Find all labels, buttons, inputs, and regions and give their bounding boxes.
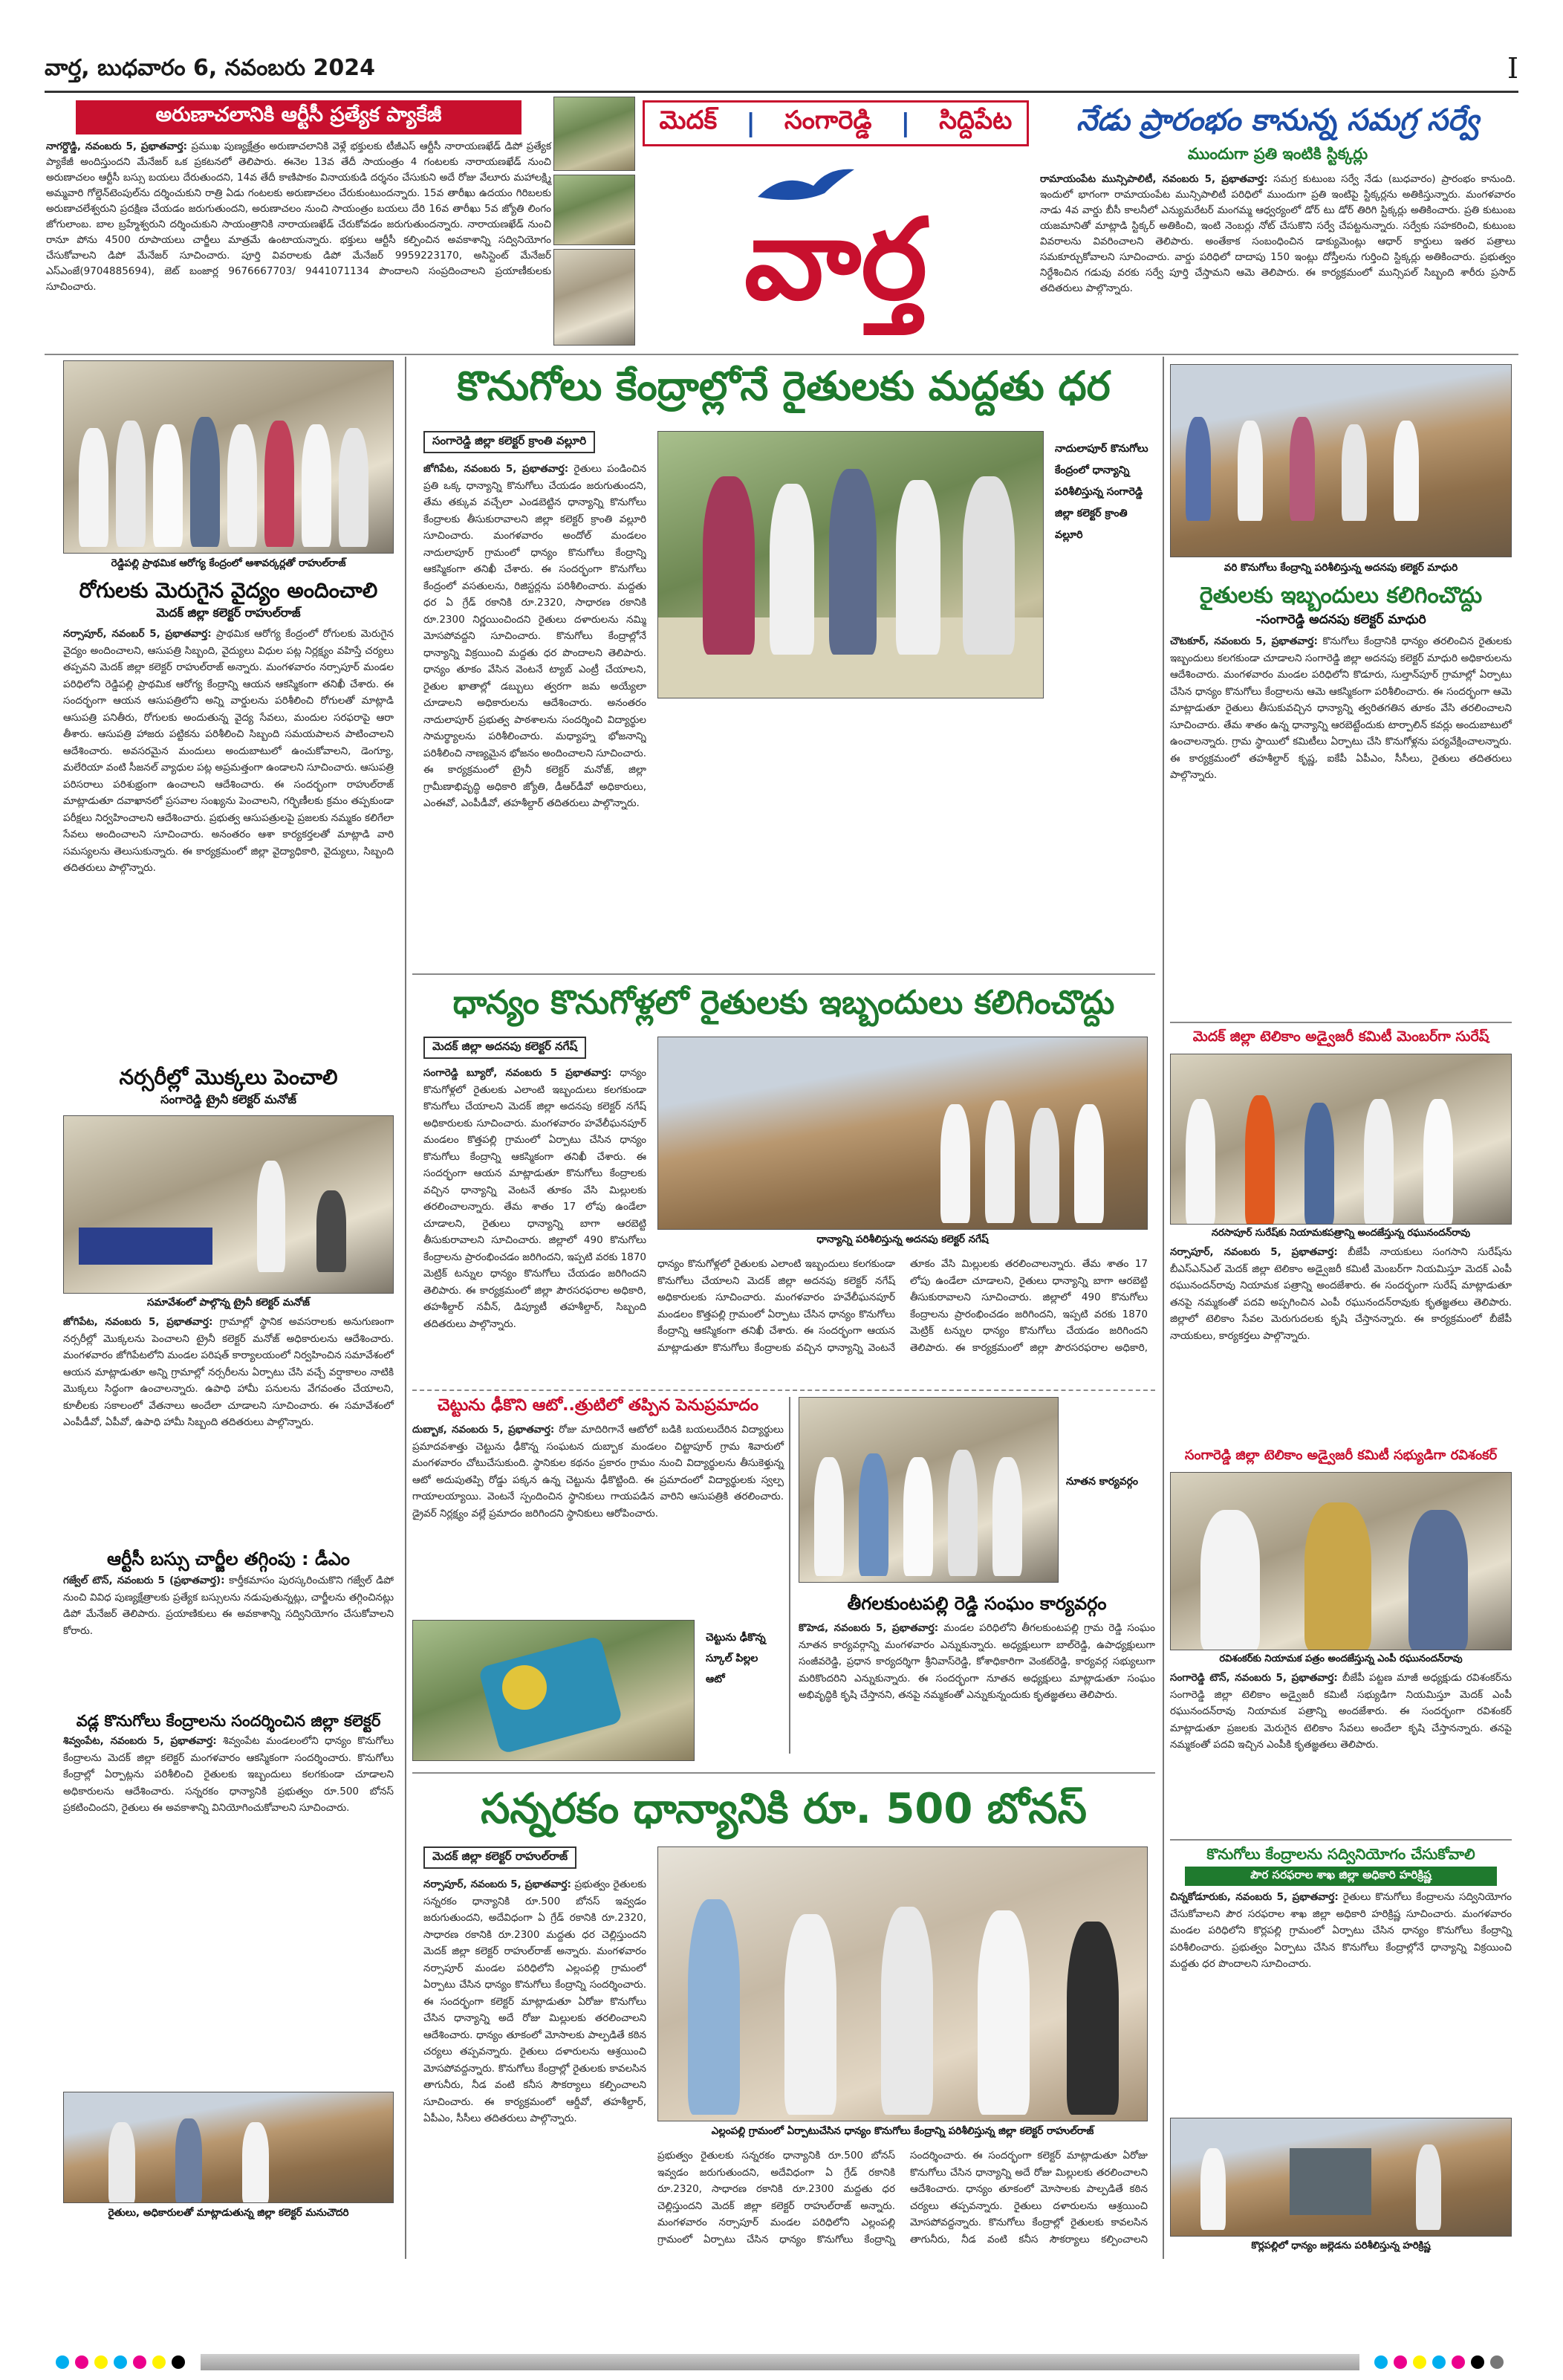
story-rtc-headline: అరుణాచలానికి ఆర్టీసీ ప్రత్యేక ప్యాకేజీ [76, 100, 521, 134]
masthead [553, 97, 1029, 349]
story-reddy [799, 1397, 1155, 1761]
story-collector-visit-body: శివ్వంపేట మండలంలోని ధాన్యం కొనుగోలు కేంద్రాలను మెదక్ జిల్లా కలెక్టర్ మంగళవారం ఆకస్మికంగా సందర్శించారు. కొనుగోలు కేంద్రాల్లో ఏర్పాట్లను పరిశీలించి రైతులకు ఇబ్బందులు కలగకుండా చూడాలని అధికారులను ఆదేశించారు. సన్నరకం ధాన్యానికి ప్రభుత్వం రూ.500 బోనస్ ప్రకటించిందని, రైతులు ఈ అవకాశాన్ని వినియోగించుకోవాలని సూచించారు. [63, 1735, 394, 1814]
story-suresh-dateline: నర్సాపూర్, నవంబరు 5, ప్రభాతవార్త: [1170, 1246, 1338, 1258]
right-column-divider [1163, 357, 1164, 2259]
story-trainee-headline: నర్సరీల్లో మొక్కలు పెంచాలి [119, 1065, 338, 1089]
story-trainee [63, 1063, 394, 1538]
main-story-photo [657, 431, 1044, 698]
center-rule-1 [412, 973, 1155, 975]
story-grain-dateline: సంగారెడ్డి బ్యూరో, నవంబరు 5 ప్రభాతవార్త: [423, 1067, 612, 1079]
story-centers [1170, 1843, 1512, 2266]
story-reddy-body: మండల పరిధిలోని తీగలకుంటపల్లి గ్రామ రెడ్డి సంఘం నూతన కార్యవర్గాన్ని మంగళవారం ఎన్నుకున్నారు. అధ్యక్షులుగా బాల్‌రెడ్డి, ఉపాధ్యక్షులుగా సంజీవరెడ్డి, ప్రధాన కార్యదర్శిగా శ్రీనివాస్‌రెడ్డి, కోశాధికారిగా వెంకట్‌రెడ్డి, కార్యవర్గ సభ్యులుగా మరికొందరిని ఎన్నుకున్నారు. ఈ సందర్భంగా నూతన అధ్యక్షులు మాట్లాడుతూ సంఘం అభివృద్ధికి కృషి చేస్తానని, తనపై నమ్మకంతో ఎన్నుకున్నందుకు కృతజ్ఞతలు తెలిపారు. [799, 1622, 1156, 1701]
story-grain [412, 977, 1155, 1364]
reddy-photo-label: నూతన కార్యవర్గం [1066, 1476, 1138, 1488]
main-story-body: రైతులు పండించిన ప్రతి ఒక్క ధాన్యాన్ని కొనుగోలు చేయడం జరుగుతుందని, తేమ తక్కువ వచ్చేలా ఎండబెట్టిన ధాన్యాన్ని కొనుగోలు కేంద్రాలకు తీసుకురావాలని జిల్లా కలెక్టర్ క్రాంతి వల్లూరి సూచించారు. మంగళవారం అందోల్ మండలం నాదులాపూర్ గ్రామంలో ధాన్యం కొనుగోలు కేంద్రాన్ని ఆకస్మికంగా తనిఖీ చేశారు. ఈ సందర్భంగా కొనుగోలు కేంద్రంలో వసతులను, రిజిస్టర్లను పరిశీలించారు. మద్దతు ధర ఏ గ్రేడ్ రకానికి రూ.2320, సాధారణ రకానికి రూ.2300 నిర్ణయించిందని రైతులు దళారులను నమ్మి మోసపోవద్దని సూచించారు. కొనుగోలు కేంద్రాల్లోనే ధాన్యాన్ని విక్రయించి మద్దతు ధర పొందాలని తెలిపారు. ధాన్యం తూకం వేసిన వెంటనే ట్యాబ్ ఎంట్రీ చేయాలని, రైతుల ఖాతాల్లో డబ్బులు త్వరగా జమ అయ్యేలా చూడాలని అధికారులను ఆదేశించారు. అనంతరం నాదులాపూర్ ప్రభుత్వ పాఠశాలను సందర్శించి విద్యార్థుల సామర్థ్యాలను పరిశీలించారు. మధ్యాహ్న భోజనాన్ని పరిశీలించి నాణ్యమైన భోజనం అందించాలని సూచించారు. ఈ కార్యక్రమంలో ట్రైనీ కలెక్టర్ మనోజ్, జిల్లా గ్రామీణాభివృద్ధి అధికారి జ్యోతి, డీఆర్‌డీవో అధికారులు, ఎంఈవో, ఎంపీడీవో, తహశీల్దార్ తదితరులు పాల్గొన్నారు. [423, 463, 646, 809]
story-ravi-body: బీజేపీ పట్టణ మాజీ అధ్యక్షుడు రవిశంకర్‌ను సంగారెడ్డి జిల్లా టెలికాం అడ్వైజరీ కమిటీ సభ్యుడిగా నియమిస్తూ మెదక్ ఎంపీ రఘునందన్‌రావు నియామక పత్రాన్ని అందజేశారు. ఈ సందర్భంగా రవిశంకర్ మాట్లాడుతూ ప్రజలకు మెరుగైన టెలికాం సేవలు అందేలా కృషి చేస్తానన్నారు. తనపై నమ్మకంతో పదవి ఇచ్చిన ఎంపీకి కృతజ్ఞతలు తెలిపారు. [1170, 1672, 1512, 1751]
story-bonus-body: ప్రభుత్వం రైతులకు సన్నరకం ధాన్యానికి రూ.500 బోనస్ ఇవ్వడం జరుగుతుందని, అదేవిధంగా ఏ గ్రేడ్ రకానికి రూ.2320, సాధారణ రకానికి రూ.2300 మద్దతు ధర చెల్లిస్తుందని మెదక్ జిల్లా కలెక్టర్ రాహుల్‌రాజ్ అన్నారు. మంగళవారం నర్సాపూర్ మండల పరిధిలోని ఎల్లంపల్లి గ్రామంలో ఏర్పాటు చేసిన ధాన్యం కొనుగోలు కేంద్రాన్ని సందర్శించారు. ఈ సందర్భంగా కలెక్టర్ మాట్లాడుతూ ఏరోజు కొనుగోలు చేసిన ధాన్యాన్ని అదే రోజు మిల్లులకు తరలించాలని ఆదేశించారు. ధాన్యం తూకంలో మోసాలకు పాల్పడితే కఠిన చర్యలు తప్పవన్నారు. రైతులు దళారులను ఆశ్రయించి మోసపోవద్దన్నారు. కొనుగోలు కేంద్రాల్లో రైతులకు కావలసిన తాగునీరు, నీడ వంటి కనీస సౌకర్యాలు కల్పించాలని సూచించారు. ఈ కార్యక్రమంలో ఆర్డీవో, తహశీల్దార్, ఏపీఎం, సీసీలు తదితరులు పాల్గొన్నారు. [423, 1878, 646, 2124]
story-trainee-subhead: సంగారెడ్డి ట్రైనీ కలెక్టర్ మనోజ్ [160, 1092, 296, 1106]
ravi-photo [1170, 1472, 1512, 1650]
main-story [412, 357, 1155, 1029]
story-farmers-headline: రైతులకు ఇబ్బందులు కలిగించొద్దు [1199, 583, 1483, 609]
story-bonus [412, 1776, 1155, 2266]
suresh-photo [1170, 1054, 1512, 1225]
story-farmers-body: కొనుగోలు కేంద్రానికి ధాన్యం తరలించిన రైతులకు ఇబ్బందులు కలగకుండా చూడాలని సంగారెడ్డి జిల్లా అదనపు కలెక్టర్ మాధురి అధికారులను ఆదేశించారు. మంగళవారం మండల పరిధిలోని కొడూరు, సుల్తాన్‌పూర్ గ్రామాల్లో ఏర్పాటు చేసిన ధాన్యం కొనుగోలు కేంద్రాలను ఆమె ఆకస్మికంగా పరిశీలించారు. ఈ సందర్భంగా ఆమె మాట్లాడుతూ రైతులు తీసుకువచ్చిన ధాన్యాన్ని త్వరితగతిన తూకం వేసి తరలించాలని సూచించారు. తేమ శాతం ఉన్న ధాన్యాన్ని ఆరబెట్టేందుకు టార్పాలిన్ కవర్లు అందుబాటులో ఉంచాలన్నారు. గ్రామ స్థాయిలో కమిటీలు ఏర్పాటు చేసి కొనుగోళ్లను పర్యవేక్షించాలన్నారు. ఈ కార్యక్రమంలో తహశీల్దార్ కృష్ణ, ఐకేపీ ఏపీఎం, సీసీలు, రైతులు తదితరులు పాల్గొన్నారు. [1170, 635, 1512, 781]
story-rtc [46, 100, 551, 346]
trainee-meeting-photo [63, 1115, 394, 1294]
story-survey-body: సమగ్ర కుటుంబ సర్వే నేడు (బుధవారం) ప్రారంభం కానుంది. ఇందులో భాగంగా రామాయంపేట మున్సిపాలిటీ పరిధిలో ముందుగా ప్రతి ఇంటిపై స్టిక్కర్లను అతికిస్తున్నారు. మంగళవారం నాడు 4వ వార్డు బీసీ కాలనీలో ఎన్యుమరేటర్ మంగమ్మ ఆధ్వర్యంలో డోర్ టు డోర్ తిరిగి స్టిక్కర్లు అతికించారు. ప్రతి కుటుంబ యజమానితో మాట్లాడి స్టిక్కర్ అతికించి, ఇంటి నెంబర్లు నోట్ చేసుకొని సర్వే చేపట్టనున్నారు. సర్వేకు సహకరించి, కుటుంబ వివరాలను వివరించాలని తెలిపారు. అంతేకాక సంబంధించిన డాక్యుమెంట్లు ఆధార్ కార్డులు ఇతర పత్రాలు సమకూర్చుకోవాలని సూచించారు. వార్డు పరిధిలో దాదాపు 150 ఇంట్లు దోస్తీలను గుర్తించి స్టిక్కర్లు అతికించారు. ప్రభుత్వం నిర్దేశించిన గడువు వరకు సర్వే పూర్తి చేస్తామని ఆమె తెలిపారు. ఈ కార్యక్రమంలో మున్సిపల్ సిబ్బంది శారీరు ప్రసాద్ తదితరులు పాల్గొన్నారు. [1040, 173, 1515, 294]
print-color-dots-left [56, 2355, 191, 2372]
story-bonus-headline: సన్నరకం ధాన్యానికి రూ. 500 బోనస్ [481, 1785, 1087, 1833]
masthead-rule [45, 354, 1518, 355]
story-ravi [1170, 1445, 1512, 1839]
story-bus [63, 1546, 394, 1702]
story-accident-headline: చెట్టును ఢీకొని ఆటో..త్రుటిలో తప్పిన పెనుప్రమాదం [437, 1396, 759, 1415]
story-bonus-photo-caption: ఎల్లంపల్లి గ్రామంలో ఏర్పాటుచేసిన ధాన్యం కొనుగోలు కేంద్రాన్ని పరిశీలిస్తున్న జిల్లా కలెక్టర్ రాహుల్‌రాజ్ [711, 2125, 1094, 2137]
story-collector-visit-dateline: శివ్వంపేట, నవంబరు 5, ప్రభాతవార్త: [63, 1735, 217, 1747]
story-health-dateline: నర్సాపూర్, నవంబర్ 5, ప్రభాతవార్త: [63, 628, 212, 640]
story-centers-body: రైతులు కొనుగోలు కేంద్రాలను సద్వినియోగం చేసుకోవాలని పౌర సరఫరాల శాఖ జిల్లా అధికారి హరిక్రిష్ణ సూచించారు. మంగళవారం మండల పరిధిలోని కొర్లపల్లి గ్రామంలో ఏర్పాటు చేసిన ధాన్యం కొనుగోలు కేంద్రాన్ని పరిశీలించారు. ప్రభుత్వం ఏర్పాటు చేసిన కొనుగోలు కేంద్రాల్లోనే ధాన్యాన్ని విక్రయించి మద్దతు ధర పొందాలని సూచించారు. [1170, 1891, 1512, 1970]
story-centers-subhead: పౌర సరఫరాల శాఖ జిల్లా అధికారి హరిక్రిష్ణ [1185, 1867, 1497, 1886]
story-collector-visit-headline: వడ్ల కొనుగోలు కేంద్రాలను సందర్శించిన జిల్లా కలెక్టర్ [76, 1712, 381, 1730]
story-health [63, 576, 394, 1037]
right-rule-2 [1170, 1839, 1512, 1841]
story-accident-dateline: దుబ్బాక, నవంబరు 5, ప్రభాతవార్త: [412, 1424, 555, 1436]
page-number: I [1507, 52, 1518, 85]
story-rtc-dateline: నాగర్దొడ్డి, నవంబరు 5, ప్రభాతవార్త: [46, 140, 188, 152]
reddy-group-photo [799, 1397, 1059, 1583]
main-story-photo-label: నాదులాపూర్ కొనుగోలు కేంద్రంలో ధాన్యాన్ని పరిశీలిస్తున్న సంగారెడ్డి జిల్లా కలెక్టర్ క్రాంతి వల్లూరి [1055, 443, 1148, 541]
right-rule-1 [1170, 1022, 1512, 1023]
story-grain-headline: ధాన్యం కొనుగోళ్లలో రైతులకు ఇబ్బందులు కలిగించొద్దు [452, 984, 1115, 1022]
story-suresh-headline: మెదక్ జిల్లా టెలికాం అడ్వైజరీ కమిటీ మెంబర్‌గా సురేష్ [1192, 1028, 1489, 1045]
ravi-photo-caption: రవిశంకర్‌కు నియామక పత్రం అందజేస్తున్న ఎంపీ రఘునందన్‌రావు [1219, 1653, 1463, 1664]
story-grain-photo-caption: ధాన్యాన్ని పరిశీలిస్తున్న అదనపు కలెక్టర్ నగేష్ [816, 1233, 989, 1245]
story-bonus-byline: మెదక్ జిల్లా కలెక్టర్ రాహుల్‌రాజ్ [423, 1846, 576, 1869]
masthead-logo [643, 156, 1029, 342]
main-story-byline: సంగారెడ్డి జిల్లా కలెక్టర్ క్రాంతి వల్లూరి [423, 431, 595, 453]
accident-photo-label: చెట్టును ఢీకొన్న స్కూల్ పిల్లల ఆటో [706, 1632, 766, 1685]
story-collector-visit [63, 1709, 394, 2229]
story-bonus-photo [657, 1846, 1148, 2121]
district-medak: మెదక్ [659, 106, 718, 135]
story-rtc-body: ప్రముఖ పుణ్యక్షేత్రం అరుణాచలానికి వెళ్లే భక్తులకు టీజీఎస్ ఆర్టీసీ నారాయణఖేడ్ డిపో ప్రత్యేక ప్యాకేజీ అందిస్తుందని మేనేజర్ ఒక ప్రకటనలో తెలిపారు. ఈనెల 13వ తేదీ సాయంత్రం 4 గంటలకు నారాయణఖేడ్ నుంచి అరుణాచలం ఆర్టీసీ బస్సు బయలు దేరుతుందని, 14వ తేదీ కాణిపాకం వినాయకుడి దర్శనం చేసుకుని అదే రోజు వేలూరు మహాలక్ష్మి అమ్మవారి గోల్డెన్‌టెంపుల్‌ను దర్శించుకుని రాత్రి ఏడు గంటలకు అరుణాచలం చేరుకుంటుందన్నారు. 15వ తారీఖు ఉదయం గిరిబలకు అరుణాచలేశ్వరుని ప్రదక్షిణ చేయడం జరుగుతుందని, అరుణాచలం నుంచి సాయంత్రం బయలు దేరి 16వ తారీఖు 5వ జ్యోతి లింగం జోగులాంబ. బాల బ్రహ్మేశ్వరుని దర్శించుకుని సాయంత్రానికి నారాయణఖేడ్ చేరుకోవడం జరుగుతుందన్నారు. నారాయణఖేడ్ నుంచి రానూ పోను 4500 రూపాయలు చార్జీలు మాత్రమే ఉంటాయన్నారు. భక్తులు ఆర్టీసీ కల్పించిన అవకాశాన్ని సద్వినియోగం చేసుకోవాలని డిపో మేనేజర్ సూచించారు. పూర్తి వివరాలకు డిపో మేనేజర్ 9959223170, అసిస్టెంట్ మేనేజర్ ఎస్ఎంజే(9704885694), జెట్‌ బంజార్ల 9676667703/ 9441071134 పొందాలని సంప్రదించాలని ప్రయాణీకులకు సూచించారు. [46, 140, 552, 293]
story-ravi-dateline: సంగారెడ్డి టౌన్, నవంబరు 5, ప్రభాతవార్త: [1170, 1672, 1338, 1684]
collector-visit-photo [63, 2092, 394, 2203]
story-bus-body: కార్తీకమాసం పురస్కరించుకొని గజ్వేల్ డిపో నుంచి వివిధ పుణ్యక్షేత్రాలకు ప్రత్యేక బస్సులను నడుపుతున్నట్లు, చార్జీలను తగ్గించినట్లు డిపో మేనేజర్ తెలిపారు. ప్రయాణికులు ఈ అవకాశాన్ని సద్వినియోగం చేసుకోవాలని కోరారు. [63, 1575, 394, 1637]
print-register-bar [201, 2354, 1359, 2370]
trainee-photo-caption: సమావేశంలో పాల్గొన్న ట్రైనీ కలెక్టర్ మనోజ్ [147, 1297, 310, 1309]
masthead-district-bar: మెదక్ | సంగారెడ్డి | సిద్దిపేట [643, 100, 1029, 146]
story-grain-body: ధాన్యం కొనుగోళ్లలో రైతులకు ఎలాంటి ఇబ్బందులు కలగకుండా కొనుగోలు చేయాలని మెదక్ జిల్లా అదనపు కలెక్టర్ నగేష్ అధికారులకు సూచించారు. మంగళవారం హవేలీఘనపూర్ మండలం కొత్తపల్లి గ్రామంలో ఏర్పాటు చేసిన ధాన్యం కొనుగోలు కేంద్రాన్ని ఆకస్మికంగా తనిఖీ చేశారు. ఈ సందర్భంగా ఆయన మాట్లాడుతూ కొనుగోలు కేంద్రాలకు వచ్చిన ధాన్యాన్ని వెంటనే తూకం వేసి మిల్లులకు తరలించాలన్నారు. తేమ శాతం 17 లోపు ఉండేలా చూడాలని, రైతులు ధాన్యాన్ని బాగా ఆరబెట్టి తీసుకురావాలని సూచించారు. జిల్లాలో 490 కొనుగోలు కేంద్రాలను ప్రారంభించడం జరిగిందని, ఇప్పటి వరకు 1870 మెట్రిక్ టన్నుల ధాన్యం కొనుగోలు చేయడం జరిగిందని తెలిపారు. ఈ కార్యక్రమంలో జిల్లా పౌరసరఫరాల అధికారి, తహశీల్దార్ నవీన్, డిప్యూటీ తహశీల్దార్, సిబ్బంది తదితరులు పాల్గొన్నారు. [423, 1067, 646, 1330]
story-survey-subhead: ముందుగా ప్రతి ఇంటికి స్టిక్కర్లు [1187, 145, 1368, 163]
masthead-photo-temple [553, 97, 635, 171]
story-bus-headline: ఆర్టీసీ బస్సు చార్జీల తగ్గింపు : డీఎం [107, 1549, 350, 1569]
story-farmers-dateline: చౌటకూర్, నవంబరు 5, ప్రభాతవార్త: [1170, 635, 1318, 647]
story-bonus-continued: ప్రభుత్వం రైతులకు సన్నరకం ధాన్యానికి రూ.500 బోనస్ ఇవ్వడం జరుగుతుందని, అదేవిధంగా ఏ గ్రేడ్ రకానికి రూ.2320, సాధారణ రకానికి రూ.2300 మద్దతు ధర చెల్లిస్తుందని మెదక్ జిల్లా కలెక్టర్ రాహుల్‌రాజ్ అన్నారు. మంగళవారం నర్సాపూర్ మండల పరిధిలోని ఎల్లంపల్లి గ్రామంలో ఏర్పాటు చేసిన ధాన్యం కొనుగోలు కేంద్రాన్ని సందర్శించారు. ఈ సందర్భంగా కలెక్టర్ మాట్లాడుతూ ఏరోజు కొనుగోలు చేసిన ధాన్యాన్ని అదే రోజు మిల్లులకు తరలించాలని ఆదేశించారు. ధాన్యం తూకంలో మోసాలకు పాల్పడితే కఠిన చర్యలు తప్పవన్నారు. రైతులు దళారులను ఆశ్రయించి మోసపోవద్దన్నారు. కొనుగోలు కేంద్రాల్లో రైతులకు కావలసిన తాగునీరు, నీడ వంటి కనీస సౌకర్యాలు కల్పించాలని [657, 2150, 1148, 2246]
story-centers-dateline: చిన్నకోడూరుకు, నవంబరు 5, ప్రభాతవార్త: [1170, 1891, 1339, 1903]
story-health-body: ప్రాథమిక ఆరోగ్య కేంద్రంలో రోగులకు మెరుగైన వైద్యం అందించాలని, ఆసుపత్రి సిబ్బంది, వైద్యులు విధుల పట్ల నిర్లక్ష్యం వహిస్తే చర్యలు తప్పవని మెదక్ జిల్లా కలెక్టర్ రాహుల్‌రాజ్ అన్నారు. మంగళవారం నర్సాపూర్ మండల పరిధిలోని రెడ్డిపల్లి ప్రాథమిక ఆరోగ్య కేంద్రాన్ని ఆయన ఆకస్మికంగా తనిఖీ చేశారు. ఈ సందర్భంగా ఆయన ఆసుపత్రిలోని అన్ని వార్డులను పరిశీలించి రోగులతో మాట్లాడి ఆసుపత్రి పనితీరు, రోగులకు అందుతున్న వైద్య సేవలు, మందుల సరఫరాపై ఆరా తీశారు. ఆసుపత్రి హాజరు పట్టికను పరిశీలించి సిబ్బంది సమయపాలన పాటించాలని ఆదేశించారు. అవసరమైన మందులు అందుబాటులో ఉంచుకోవాలని, డెంగ్యూ, మలేరియా వంటి సీజనల్ వ్యాధుల పట్ల అప్రమత్తంగా ఉండాలని సూచించారు. ఆసుపత్రి పరిసరాలు పరిశుభ్రంగా ఉంచాలని ఆదేశించారు. ఈ సందర్భంగా రాహుల్‌రాజ్ మాట్లాడుతూ దవాఖానలో ప్రసవాల సంఖ్యను పెంచాలని, గర్భిణీలకు క్రమం తప్పకుండా పరీక్షలు నిర్వహించాలని ఆదేశించారు. ప్రభుత్వ ఆసుపత్రులపై ప్రజలకు నమ్మకం కలిగేలా సేవలు అందించాలని సూచించారు. అనంతరం ఆశా కార్యకర్తలతో మాట్లాడి వారి సమస్యలను తెలుసుకున్నారు. ఈ కార్యక్రమంలో జిల్లా వైద్యాధికారి, వైద్యులు, సిబ్బంది తదితరులు పాల్గొన్నారు. [63, 628, 394, 874]
header-rule [45, 91, 1518, 93]
masthead-photo-tower [553, 249, 635, 346]
center-rule-2 [412, 1390, 1155, 1391]
print-color-dots-right [1374, 2355, 1510, 2372]
left-photo-health-caption: రెడ్డిపల్లి ప్రాథమిక ఆరోగ్య కేంద్రంలో ఆశావర్కర్లతో రాహుల్‌రాజ్ [111, 557, 346, 569]
story-grain-photo [657, 1037, 1148, 1230]
main-story-dateline: జోగిపేట, నవంబరు 5, ప్రభాతవార్త: [423, 463, 569, 475]
accident-photo [412, 1620, 695, 1761]
story-reddy-headline: తీగలకుంటపల్లి రెడ్డి సంఘం కార్యవర్గం [847, 1593, 1107, 1614]
story-trainee-body: గ్రామాల్లో స్థానిక అవసరాలకు అనుగుణంగా నర్సరీల్లో మొక్కలను పెంచాలని ట్రైనీ కలెక్టర్ మనోజ్ అధికారులను ఆదేశించారు. మంగళవారం జోగిపేటలోని మండల పరిషత్ కార్యాలయంలో నిర్వహించిన సమావేశంలో ఆయన మాట్లాడుతూ అన్ని గ్రామాల్లో నర్సరీలను ఏర్పాటు చేసి వచ్చే వర్షాకాలం నాటికి మొక్కలు సిద్ధంగా ఉంచాలన్నారు. ఉపాధి హామీ పనులను వేగవంతం చేయాలని, కూలీలకు సకాలంలో వేతనాలు అందేలా చూడాలని సూచించారు. ఈ సమావేశంలో ఎంపీడీవో, ఏపీవో, ఉపాధి హామీ సిబ్బంది తదితరులు పాల్గొన్నారు. [63, 1316, 394, 1428]
story-ravi-headline: సంగారెడ్డి జిల్లా టెలికాం అడ్వైజరీ కమిటీ సభ్యుడిగా రవిశంకర్ [1184, 1447, 1498, 1463]
story-trainee-dateline: జోగిపేట, నవంబరు 5, ప్రభాతవార్త: [63, 1316, 213, 1328]
header-dateline: వార్త, బుధవారం 6, నవంబరు 2024 [45, 55, 375, 81]
story-suresh-body: బీజేపీ నాయకులు సంగసాని సురేష్‌ను బీఎస్ఎన్ఎల్ మెదక్ జిల్లా టెలికాం అడ్వైజరీ కమిటీ మెంబర్‌గా నియమిస్తూ మెదక్ ఎంపీ రఘునందన్‌రావు నియామక పత్రాన్ని అందజేశారు. ఈ సందర్భంగా సురేష్ మాట్లాడుతూ తనపై నమ్మకంతో పదవి అప్పగించిన ఎంపీ రఘునందన్‌రావుకు కృతజ్ఞతలు తెలిపారు. జిల్లాలో టెలికాం సేవల మెరుగుదలకు కృషి చేస్తానన్నారు. ఈ కార్యక్రమంలో బీజేపీ నాయకులు, కార్యకర్తలు పాల్గొన్నారు. [1170, 1246, 1512, 1342]
story-reddy-dateline: కొహెడ, నవంబరు 5, ప్రభాతవార్త: [799, 1622, 939, 1634]
story-farmers [1170, 580, 1512, 1055]
story-suresh [1170, 1025, 1512, 1442]
left-column-divider [405, 357, 406, 2259]
story-survey [1040, 100, 1515, 346]
story-grain-continued: ధాన్యం కొనుగోళ్లలో రైతులకు ఎలాంటి ఇబ్బందులు కలగకుండా కొనుగోలు చేయాలని మెదక్ జిల్లా అదనపు కలెక్టర్ నగేష్ అధికారులకు సూచించారు. మంగళవారం హవేలీఘనపూర్ మండలం కొత్తపల్లి గ్రామంలో ఏర్పాటు చేసిన ధాన్యం కొనుగోలు కేంద్రాన్ని ఆకస్మికంగా తనిఖీ చేశారు. ఈ సందర్భంగా ఆయన మాట్లాడుతూ కొనుగోలు కేంద్రాలకు వచ్చిన ధాన్యాన్ని వెంటనే తూకం వేసి మిల్లులకు తరలించాలన్నారు. తేమ శాతం 17 లోపు ఉండేలా చూడాలని, రైతులు ధాన్యాన్ని బాగా ఆరబెట్టి తీసుకురావాలని సూచించారు. జిల్లాలో 490 కొనుగోలు కేంద్రాలను ప్రారంభించడం జరిగిందని, ఇప్పటి వరకు 1870 మెట్రిక్ టన్నుల ధాన్యం కొనుగోలు చేయడం జరిగిందని తెలిపారు. ఈ కార్యక్రమంలో జిల్లా పౌరసరఫరాల అధికారి, [657, 1258, 1148, 1354]
story-bus-dateline: గజ్వేల్ టౌన్, నవంబరు 5 (ప్రభాతవార్త): [63, 1575, 225, 1586]
main-story-headline: కొనుగోలు కేంద్రాల్లోనే రైతులకు మద్దతు ధర [457, 363, 1111, 409]
right-photo-paddy-caption: వరి కొనుగోలు కేంద్రాన్ని పరిశీలిస్తున్న అదనపు కలెక్టర్ మాధురి [1224, 562, 1458, 574]
center-mid-divider [789, 1397, 790, 1754]
story-centers-headline: కొనుగోలు కేంద్రాలను సద్వినియోగం చేసుకోవాలి [1206, 1845, 1475, 1863]
centers-photo-caption: కొర్లపల్లిలో ధాన్యం జల్లెడను పరిశీలిస్తున్న హరిక్రిష్ణ [1251, 2240, 1431, 2251]
story-bonus-dateline: నర్సాపూర్, నవంబరు 5, ప్రభాతవార్త: [423, 1878, 571, 1890]
story-survey-dateline: రామాయంపేట మున్సిపాలిటీ, నవంబరు 5, ప్రభాతవార్త: [1040, 173, 1268, 185]
center-rule-3 [412, 1772, 1155, 1774]
district-siddipet: సిద్దిపేట [939, 106, 1013, 135]
collector-visit-caption: రైతులు, అధికారులతో మాట్లాడుతున్న జిల్లా కలెక్టర్ మనుచౌదరి [108, 2207, 349, 2219]
story-grain-byline: మెదక్ జిల్లా అదనపు కలెక్టర్ నగేష్ [423, 1037, 586, 1059]
story-health-headline: రోగులకు మెరుగైన వైద్యం అందించాలి [79, 578, 378, 603]
story-accident [412, 1393, 784, 1765]
story-survey-headline: నేడు ప్రారంభం కానున్న సమగ్ర సర్వే [1076, 103, 1479, 137]
centers-photo [1170, 2118, 1512, 2237]
logo-text: వార్త [744, 195, 928, 325]
story-health-subhead: మెదక్ జిల్లా కలెక్టర్ రాహుల్‌రాజ్ [156, 606, 301, 620]
page-header [45, 52, 1518, 89]
story-accident-body: రోజు మాదిరిగానే ఆటోలో బడికి బయలుదేరిన విద్యార్థులు ప్రమాదవశాత్తు చెట్టును ఢీకొన్న సంఘటన దుబ్బాక మండలం చిట్టాపూర్ గ్రామ శివారులో మంగళవారం చోటుచేసుకుంది. స్థానికుల కథనం ప్రకారం గ్రామం నుంచి విద్యార్థులను తీసుకెళ్తున్న ఆటో అదుపుతప్పి రోడ్డు పక్కన ఉన్న చెట్టును ఢీకొట్టింది. ఈ ప్రమాదంలో విద్యార్థులకు స్వల్ప గాయాలయ్యాయి. వెంటనే స్పందించిన స్థానికులు గాయపడిన వారిని ఆసుపత్రికి తరలించారు. డ్రైవర్ నిర్లక్ష్యం వల్లే ప్రమాదం జరిగిందని స్థానికులు ఆరోపించారు. [412, 1424, 784, 1520]
suresh-photo-caption: నరసాపూర్ సురేష్‌కు నియామకపత్రాన్ని అందజేస్తున్న రఘునందన్‌రావు [1211, 1228, 1471, 1239]
right-photo-paddy [1170, 364, 1512, 557]
left-photo-health-workers [63, 360, 394, 554]
masthead-photo-garden [553, 175, 635, 245]
story-farmers-subhead: -సంగారెడ్డి అదనపు కలెక్టర్ మాధురి [1255, 612, 1426, 627]
district-sangareddy: సంగారెడ్డి [784, 106, 872, 135]
